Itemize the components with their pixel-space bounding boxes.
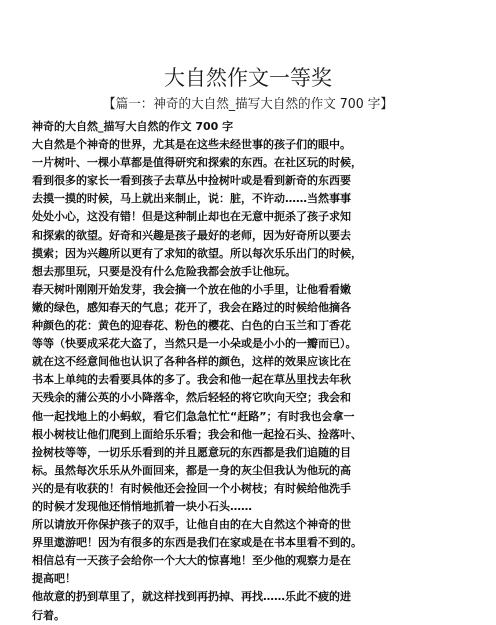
body-line: 所以请放开你保护孩子的双手，让他自由的在大自然这个神奇的世 bbox=[32, 518, 351, 532]
document-subtitle: 【篇一：神奇的大自然_描写大自然的作文 700 字】 bbox=[103, 97, 393, 112]
body-line: 春天树叶刚刚开始发芽，我会摘一个放在他的小手里，让他看看嫩 bbox=[32, 282, 351, 296]
body-line: 提高吧！ bbox=[32, 572, 76, 586]
document-title: 大自然作文一等奖 bbox=[164, 66, 332, 90]
body-line: 兴的是有收获的！有时候他还会捡回一个小树枝；有时候给他洗手 bbox=[32, 481, 351, 495]
body-line: 行着。 bbox=[32, 608, 65, 622]
body-line: 天残余的蒲公英的小小降落伞，然后轻轻的将它吹向天空；我会和 bbox=[32, 391, 351, 405]
document-body bbox=[32, 118, 470, 622]
body-line: 的时候才发现他还悄悄地抓着一块小石头…… bbox=[32, 499, 252, 513]
body-line: 处处小心，这没有错！但是这种制止却也在无意中扼杀了孩子求知 bbox=[32, 210, 351, 224]
body-line: 他故意的扔到草里了，就这样找到再扔掉、再找……乐此不疲的进 bbox=[32, 590, 351, 604]
body-line: 他一起找地上的小蚂蚁，看它们急急忙忙“赶路”；有时我也会拿一 bbox=[32, 409, 355, 423]
body-line: 神奇的大自然_描写大自然的作文 700 字 bbox=[32, 120, 234, 133]
body-line: 摸索；因为兴趣所以更有了求知的欲望。所以每次乐乐出门的时候， bbox=[32, 246, 362, 260]
body-line: 标。虽然每次乐乐从外面回来，都是一身的灰尘但我认为他玩的高 bbox=[32, 463, 351, 477]
body-line: 种颜色的花：黄色的迎春花、粉色的樱花、白色的白玉兰和丁香花 bbox=[32, 319, 351, 333]
body-line: 大自然是个神奇的世界，尤其是在这些未经世事的孩子们的眼中。 bbox=[32, 138, 351, 152]
body-line: 界里遨游吧！因为有很多的东西是我们在家或是在书本里看不到的。 bbox=[32, 536, 362, 550]
body-line: 等等（快要成采花大盗了，当然只是一小朵或是小小的一瓣而已）。 bbox=[32, 337, 357, 351]
body-line: 和探索的欲望。好奇和兴趣是孩子最好的老师，因为好奇所以要去 bbox=[32, 228, 351, 242]
body-line: 就在这不经意间他也认识了各种各样的颜色，这样的效果应该比在 bbox=[32, 355, 351, 369]
body-line: 嫩的绿色，感知春天的气息；花开了，我会在路过的时候给他摘各 bbox=[32, 300, 351, 314]
body-line: 书本上单纯的去看要具体的多了。我会和他一起在草丛里找去年秋 bbox=[32, 373, 351, 387]
body-line: 看到很多的家长一看到孩子去草丛中捡树叶或是看到新奇的东西要 bbox=[32, 174, 351, 188]
body-line: 捡树枝等等，一切乐乐看到的并且愿意玩的东西都是我们追随的目 bbox=[32, 445, 351, 459]
body-line: 相信总有一天孩子会给你一个大大的惊喜地！至少他的观察力是在 bbox=[32, 554, 351, 568]
body-line: 去摸一摸的时候，马上就出来制止，说：脏，不许动……当然事事 bbox=[32, 192, 351, 206]
body-line: 想去那里玩，只要是没有什么危险我都会放手让他玩。 bbox=[32, 264, 296, 278]
body-line: 一片树叶、一棵小草都是值得研究和探索的东西。在社区玩的时候， bbox=[32, 156, 362, 170]
body-line: 根小树枝让他们爬到上面给乐乐看；我会和他一起捡石头、捡落叶、 bbox=[32, 427, 362, 441]
